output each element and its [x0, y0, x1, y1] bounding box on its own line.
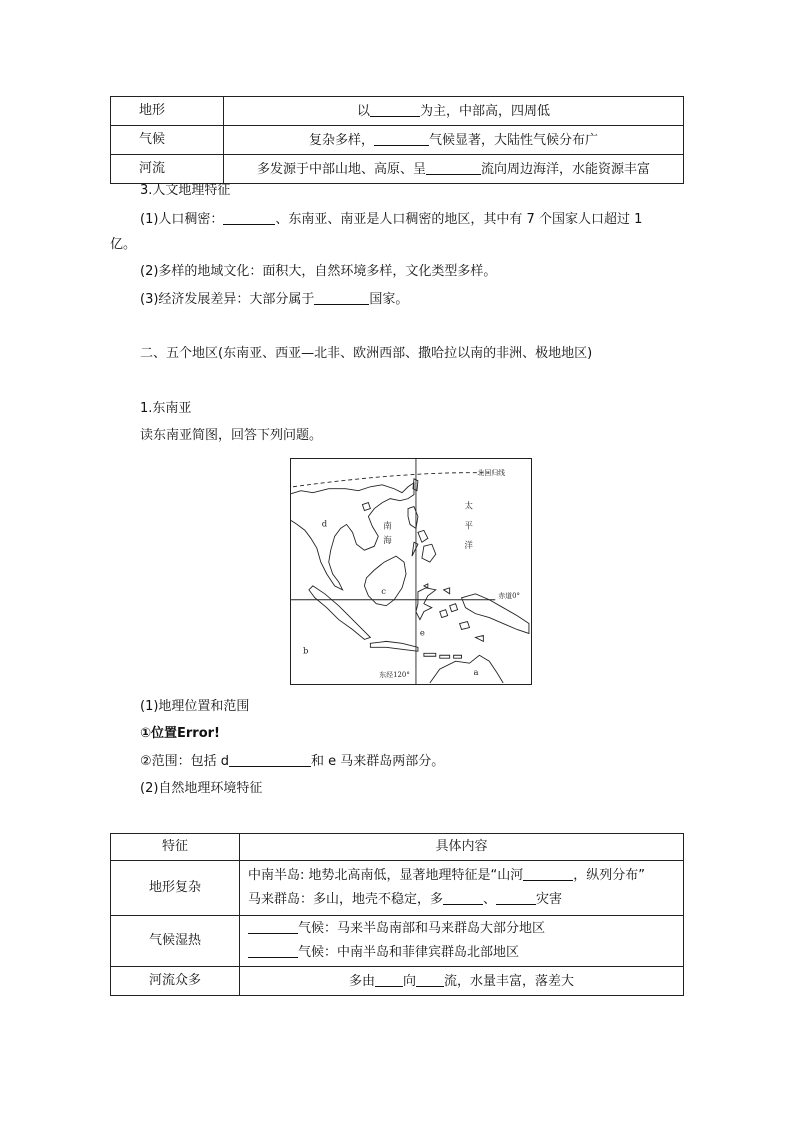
table-value: 气候：马来半岛南部和马来群岛大部分地区 气候：中南半岛和菲律宾群岛北部地区 [240, 916, 684, 967]
australia-coast [430, 655, 503, 683]
map-label-tai: 太 [464, 500, 473, 511]
table-value: 以 为主，中部高，四周低 [224, 97, 684, 126]
java-island [370, 641, 418, 651]
map-label-nan: 南 [383, 520, 392, 531]
sulawesi-island [416, 588, 436, 620]
meridian-label: 东经120° [379, 671, 410, 680]
section-title: 3.人文地理特征 [140, 183, 231, 198]
answer-blank[interactable] [416, 972, 444, 987]
list-item: (3)经济发展差异：大部分属于 国家。 [140, 292, 409, 307]
table-key: 河流 [111, 155, 224, 184]
sumatra-island [309, 586, 370, 640]
range-line: ②范围：包括 d 和 e 马来群岛两部分。 [140, 754, 445, 769]
table-row [111, 916, 684, 967]
list-item: (2)多样的地域文化：面积大，自然环境多样，文化类型多样。 [140, 264, 497, 279]
hainan-island [362, 503, 370, 511]
map-label-d: d [321, 518, 328, 529]
table-row [111, 967, 684, 996]
instruction: 读东南亚简图，回答下列问题。 [140, 428, 323, 443]
answer-blank[interactable] [314, 290, 369, 305]
table-value: 中南半岛: 地势北高南低，显著地理特征是“山河 ，纵列分布” 马来群岛：多山，地壳不稳定，多 、 灾害 [240, 861, 684, 916]
table-value: 多发源于中部山地、高原、呈 流向周边海洋，水能资源丰富 [224, 155, 684, 184]
list-item: (1)人口稠密： 、东南亚、南亚是人口稠密的地区，其中有 7 个国家人口超过 1 [140, 212, 643, 227]
table-value: 多由 向 流，水量丰富，落差大 [240, 967, 684, 996]
subsection-title: (1)地理位置和范围 [140, 699, 250, 714]
table-row [111, 861, 684, 916]
answer-blank[interactable] [229, 752, 311, 767]
map-label-c: c [381, 585, 386, 596]
table-key: 地形复杂 [111, 861, 240, 916]
borneo-island [364, 556, 406, 606]
overview-table [110, 96, 684, 184]
table-header: 特征 [111, 834, 240, 861]
answer-blank[interactable] [370, 102, 420, 117]
answer-blank[interactable] [443, 890, 483, 905]
subsection-title: (2)自然地理环境特征 [140, 781, 263, 796]
answer-blank[interactable] [223, 210, 275, 225]
answer-blank[interactable] [426, 160, 481, 175]
position-line: ①位置Error! [140, 726, 220, 741]
answer-blank[interactable] [248, 919, 298, 934]
table-value: 复杂多样， 气候显著，大陆性气候分布广 [224, 126, 684, 155]
section-title: 1.东南亚 [140, 401, 192, 416]
map-label-e: e [419, 627, 425, 638]
equator-label: 赤道0° [498, 591, 520, 600]
answer-blank[interactable] [496, 890, 536, 905]
mainland-coast [291, 483, 414, 590]
answer-blank[interactable] [374, 131, 429, 146]
southeast-asia-map [290, 458, 532, 685]
table-key: 气候 [111, 126, 224, 155]
table-row [111, 155, 684, 184]
table-row [111, 126, 684, 155]
table-header-row [111, 834, 684, 861]
part-title: 二、五个地区(东南亚、西亚—北非、欧洲西部、撒哈拉以南的非洲、极地地区) [140, 346, 593, 361]
table-key: 地形 [111, 97, 224, 126]
philippines-islands [408, 507, 436, 563]
small-islands [424, 584, 483, 658]
map-label-yang: 洋 [464, 540, 473, 551]
table-key: 河流众多 [111, 967, 240, 996]
list-item-continued: 亿。 [110, 237, 137, 252]
tropic-label: 北回归线 [477, 468, 506, 477]
answer-blank[interactable] [523, 866, 573, 881]
answer-blank[interactable] [248, 943, 298, 958]
table-header: 具体内容 [240, 834, 684, 861]
features-table [110, 833, 684, 996]
table-key: 气候湿热 [111, 916, 240, 967]
map-label-hai: 海 [383, 535, 392, 546]
map-label-a: a [473, 667, 479, 678]
map-label-b: b [302, 645, 309, 656]
tropic-line [293, 473, 489, 487]
map-label-ping: 平 [464, 520, 473, 531]
answer-blank[interactable] [375, 972, 403, 987]
taiwan-island [413, 479, 418, 491]
table-row [111, 97, 684, 126]
